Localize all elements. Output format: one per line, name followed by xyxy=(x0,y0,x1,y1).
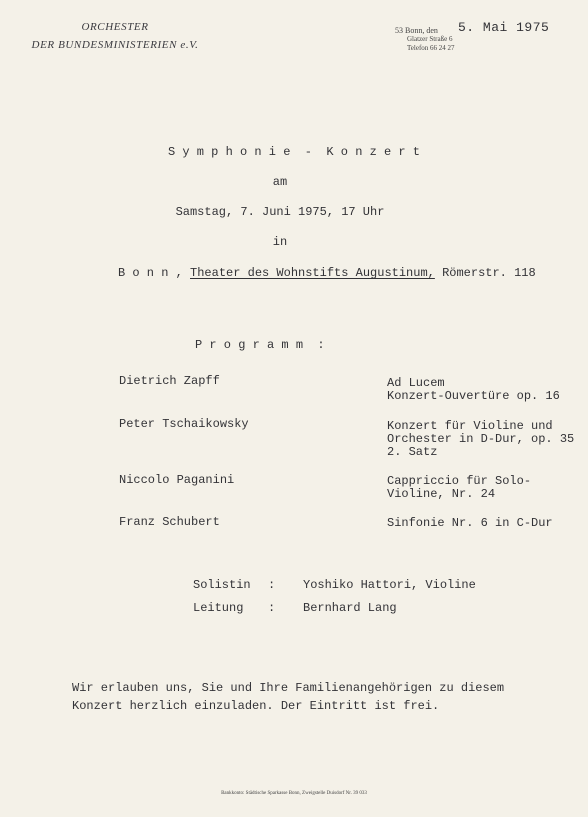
work-line: Cappriccio für Solo- xyxy=(387,474,532,488)
event-street: Römerstr. 118 xyxy=(442,266,536,280)
solist-colon: : xyxy=(268,578,276,592)
work-line: Orchester in D-Dur, op. 35 xyxy=(387,432,575,446)
event-title: S y m p h o n i e - K o n z e r t xyxy=(167,145,421,159)
program-work xyxy=(387,517,553,530)
solist-label: Solistin xyxy=(193,578,251,592)
phone-number: Telefon 66 24 27 xyxy=(407,44,455,52)
work-line: Violine, Nr. 24 xyxy=(387,487,496,501)
program-work xyxy=(387,475,531,501)
invitation-line-1: Wir erlauben uns, Sie und Ihre Familienangehörigen zu diesem xyxy=(72,681,505,695)
event-in: in xyxy=(272,235,288,249)
address-block xyxy=(395,26,455,53)
program-composer: Dietrich Zapff xyxy=(119,374,220,388)
bank-account-footer: Bankkonto: Städtische Sparkasse Bonn, Zweigstelle Duisdorf Nr. 39 033 xyxy=(221,791,367,796)
event-datetime: Samstag, 7. Juni 1975, 17 Uhr xyxy=(175,205,385,219)
event-venue: Theater des Wohnstifts Augustinum, xyxy=(190,266,435,280)
street-address: Glatzer Straße 6 xyxy=(407,35,453,43)
work-line: Sinfonie Nr. 6 in C-Dur xyxy=(387,516,553,530)
invitation-line-2: Konzert herzlich einzuladen. Der Eintritt ist frei. xyxy=(72,699,440,713)
program-work xyxy=(387,420,574,459)
programm-heading: P r o g r a m m : xyxy=(195,338,325,352)
program-work xyxy=(387,377,560,403)
letter-date: 5. Mai 1975 xyxy=(458,20,550,35)
leitung-label: Leitung xyxy=(193,601,244,615)
program-composer: Niccolo Paganini xyxy=(119,473,235,487)
org-line-2: DER BUNDESMINISTERIEN e.V. xyxy=(31,39,199,51)
work-line: Konzert-Ouvertüre op. 16 xyxy=(387,389,560,403)
solist-value: Yoshiko Hattori, Violine xyxy=(303,578,476,592)
org-line-1: ORCHESTER xyxy=(81,21,149,33)
program-composer: Franz Schubert xyxy=(119,515,220,529)
leitung-colon: : xyxy=(268,601,276,615)
work-line: Ad Lucem xyxy=(387,376,445,390)
event-location xyxy=(118,266,536,280)
program-composer: Peter Tschaikowsky xyxy=(119,417,249,431)
work-line: 2. Satz xyxy=(387,445,438,459)
event-am: am xyxy=(272,175,288,189)
event-city: B o n n , xyxy=(118,266,183,280)
organization-name xyxy=(30,18,200,54)
leitung-value: Bernhard Lang xyxy=(303,601,397,615)
work-line: Konzert für Violine und xyxy=(387,419,553,433)
city-label: 53 Bonn, den xyxy=(395,26,438,35)
